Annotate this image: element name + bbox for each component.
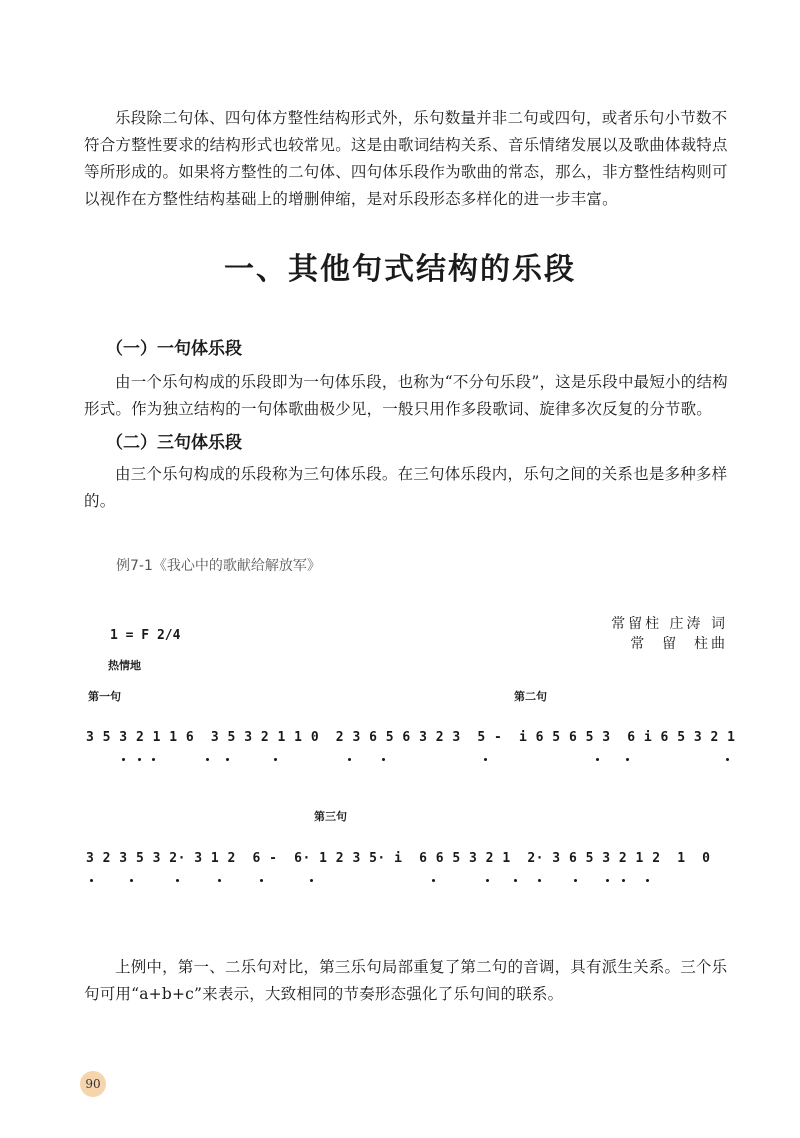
section-title: 一、其他句式结构的乐段: [224, 252, 576, 287]
tempo-marking: 热情地: [108, 659, 141, 672]
phrase-label-second: 第二句: [514, 690, 547, 703]
octave-dot: [486, 879, 489, 882]
octave-dot: [646, 879, 649, 882]
octave-dot: [514, 879, 517, 882]
octave-dot: [152, 758, 155, 761]
octave-dot: [122, 758, 125, 761]
octave-dot: [382, 758, 385, 761]
octave-dot: [484, 758, 487, 761]
octave-dot: [596, 758, 599, 761]
subsection-title-three-phrase: （二）三句体乐段: [106, 433, 242, 453]
lyricist: 常留柱 庄涛 词: [611, 616, 728, 632]
octave-dot: [538, 879, 541, 882]
octave-dot: [606, 879, 609, 882]
subsection-text-three-phrase: 由三个乐句构成的乐段称为三句体乐段。在三句体乐段内，乐句之间的关系也是多种多样的。: [84, 465, 728, 510]
song-credits: [611, 614, 728, 654]
octave-dot: [206, 758, 209, 761]
example-caption: 例7-1《我心中的歌献给解放军》: [116, 558, 321, 574]
octave-dot: [274, 758, 277, 761]
octave-dot: [260, 879, 263, 882]
octave-dot: [310, 879, 313, 882]
page-number: 90: [80, 1071, 106, 1097]
intro-paragraph: 乐段除二句体、四句体方整性结构形式外，乐句数量并非二句或四句，或者乐句小节数不符合方整性要求的结构形式也较常见。这是由歌词结构关系、音乐情绪发展以及歌曲体裁特点等所形成的。如果将方整性的二句体、四句体乐段作为歌曲的常态，那么，非方整性结构则可以视作在方整性结构基础上的增删伸缩，是对乐段形态多样化的进一步丰富。: [84, 109, 728, 208]
phrase-label-first: 第一句: [88, 690, 121, 703]
analysis-paragraph: 上例中，第一、二乐句对比，第三乐句局部重复了第二句的音调，具有派生关系。三个乐句可用“a+b+c”来表示，大致相同的节奏形态强化了乐句间的联系。: [84, 958, 728, 1003]
subsection-text-one-phrase: 由一个乐句构成的乐段即为一句体乐段，也称为“不分句乐段”，这是乐段中最短小的结构形式。作为独立结构的一句体歌曲极少见，一般只用作多段歌词、旋律多次反复的分节歌。: [84, 373, 728, 418]
octave-dots-line-2: [86, 879, 736, 889]
composer: 常 留 柱曲: [630, 636, 728, 652]
score-line-2: 3 2 3 5 3 2· 3 1 2 6 - 6· 1 2 3 5· i 6 6 5 3 2 1 2· 3 6 5 3 2 1 2 1 0: [86, 851, 711, 866]
octave-dots-line-1: [86, 758, 736, 768]
octave-dot: [348, 758, 351, 761]
octave-dot: [432, 879, 435, 882]
octave-dot: [130, 879, 133, 882]
octave-dot: [176, 879, 179, 882]
octave-dot: [622, 879, 625, 882]
octave-dot: [726, 758, 729, 761]
octave-dot: [626, 758, 629, 761]
phrase-label-third: 第三句: [314, 810, 347, 823]
octave-dot: [90, 879, 93, 882]
score-line-1: 3 5 3 2 1 1 6 3 5 3 2 1 1 0 2 3 6 5 6 3 2 3 5 - i 6 5 6 5 3 6 i 6 5 3 2 1: [86, 730, 736, 745]
octave-dot: [138, 758, 141, 761]
key-signature: 1 = F 2/4: [110, 628, 181, 643]
octave-dot: [226, 758, 229, 761]
octave-dot: [574, 879, 577, 882]
octave-dot: [218, 879, 221, 882]
subsection-title-one-phrase: （一）一句体乐段: [106, 339, 242, 359]
